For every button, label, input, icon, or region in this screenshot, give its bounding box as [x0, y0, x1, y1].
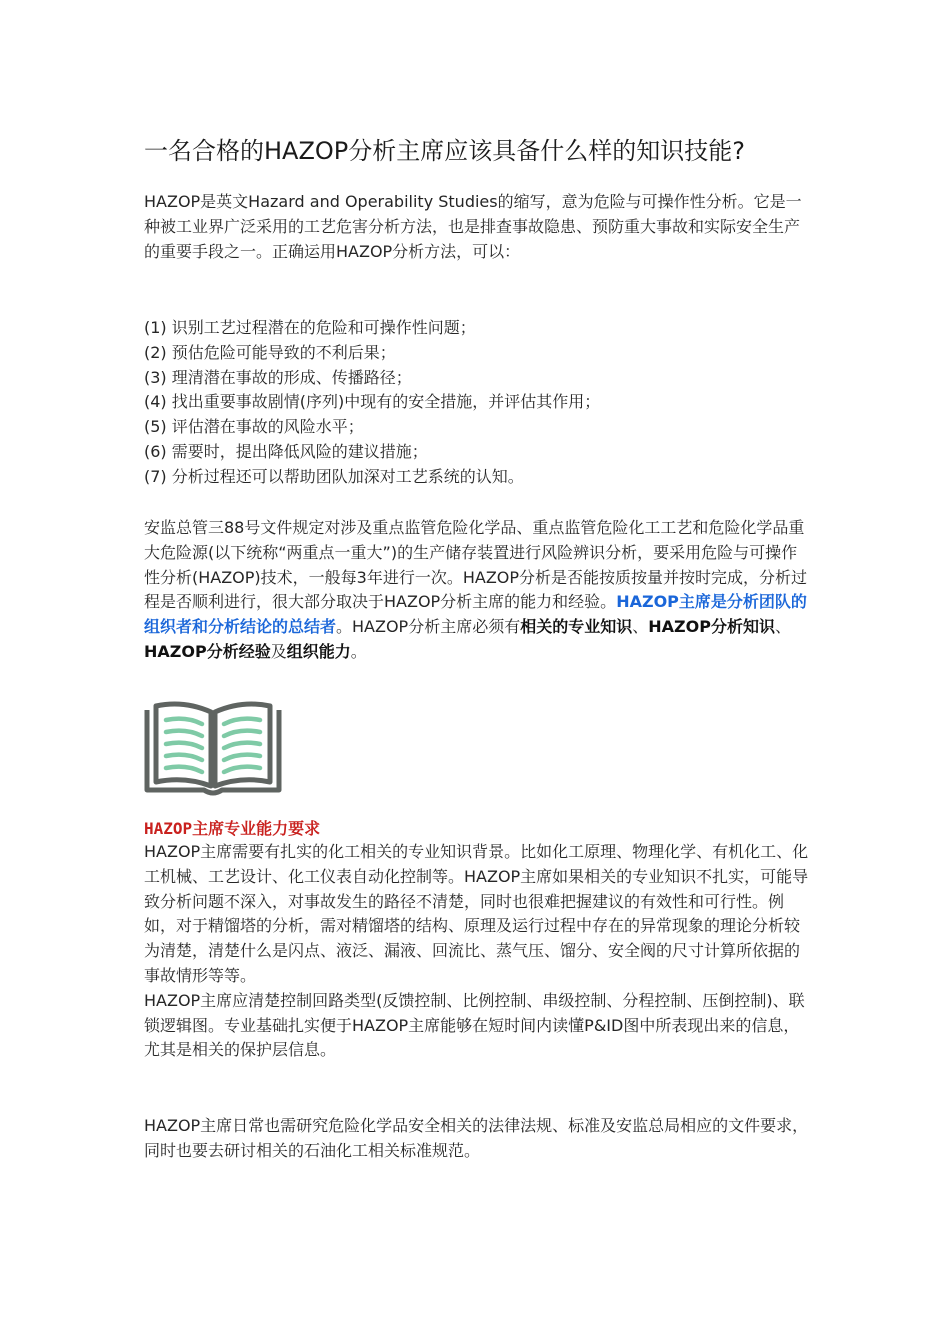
regulation-text-cont: 。HAZOP分析主席必须有 [336, 617, 521, 637]
list-item: (1) 识别工艺过程潜在的危险和可操作性问题； [144, 318, 476, 337]
list-item: (2) 预估危险可能导致的不利后果； [144, 342, 396, 362]
list-item: (6) 需要时，提出降低风险的建议措施； [144, 441, 428, 461]
chair-role-highlight: HAZOP主席是分析团队的组织者和分析结论的总结者 [144, 592, 807, 637]
list-item: (3) 理清潜在事故的形成、传播路径； [144, 367, 412, 387]
separator: 。 [350, 641, 367, 661]
skill-professional-knowledge: 相关的专业知识 [520, 617, 633, 637]
knowledge-paragraph [144, 840, 812, 1063]
skill-hazop-knowledge: HAZOP分析知识 [648, 617, 775, 637]
capability-list [144, 316, 812, 490]
intro-text: HAZOP是英文Hazard and Operability Studies的缩写，意为危险与可操作性分析。它是一种被工业界广泛采用的工艺危害分析方法，也是排查事故隐患、预防重大事故和实际安全生产的重要手段之一。正确运用HAZOP分析方法，可以： [144, 192, 802, 261]
separator: 及 [270, 641, 287, 661]
regulation-study-text: HAZOP主席日常也需研究危险化学品安全相关的法律法规、标准及安监总局相应的文件要求，同时也要去研讨相关的石油化工相关标准规范。 [144, 1116, 809, 1160]
skill-organization: 组织能力 [286, 641, 351, 661]
open-book-icon [144, 700, 282, 798]
list-item: (5) 评估潜在事故的风险水平； [144, 417, 364, 437]
list-item: (7) 分析过程还可以帮助团队加深对工艺系统的认知。 [144, 466, 524, 486]
control-loop-text: HAZOP主席应清楚控制回路类型(反馈控制、比例控制、串级控制、分程控制、压倒控制)、联锁逻辑图。专业基础扎实便于HAZOP主席能够在短时间内读懂P&ID图中所表现出来的信息，尤其是相关的保护层信息。 [144, 990, 805, 1060]
intro-paragraph [144, 190, 812, 264]
regulation-paragraph [144, 516, 812, 665]
page-title: 一名合格的HAZOP分析主席应该具备什么样的知识技能? [144, 137, 746, 165]
regulation-text-main: 安监总管三88号文件规定对涉及重点监管危险化学品、重点监管危险化工工艺和危险化学品重大危险源(以下统称“两重点一重大”)的生产储存装置进行风险辨识分析，要采用危险与可操作性分析(HAZOP)技术，一般每3年进行一次。HAZOP分析是否能按质按量并按时完成，分析过程是否顺利进行，很大部分取决于HAZOP分析主席的能力和经验。 [144, 518, 808, 612]
list-item: (4) 找出重要事故剧情(序列)中现有的安全措施，并评估其作用； [144, 392, 601, 412]
skill-hazop-experience: HAZOP分析经验 [144, 641, 271, 661]
separator: 、 [632, 617, 649, 637]
regulation-study-paragraph [144, 1114, 812, 1164]
separator: 、 [774, 617, 791, 637]
section-heading: HAZOP主席专业能力要求 [144, 819, 321, 838]
knowledge-text: HAZOP主席需要有扎实的化工相关的专业知识背景。比如化工原理、物理化学、有机化工、化工机械、工艺设计、化工仪表自动化控制等。HAZOP主席如果相关的专业知识不扎实，可能导致分析问题不深入，对事故发生的路径不清楚，同时也很难把握建议的有效性和可行性。例如，对于精馏塔的分析，需对精馏塔的结构、原理及运行过程中存在的异常现象的理论分析较为清楚，清楚什么是闪点、液泛、漏液、回流比、蒸气压、馏分、安全阀的尺寸计算所依据的事故情形等等。 [144, 842, 809, 985]
regulation-text [144, 516, 812, 665]
